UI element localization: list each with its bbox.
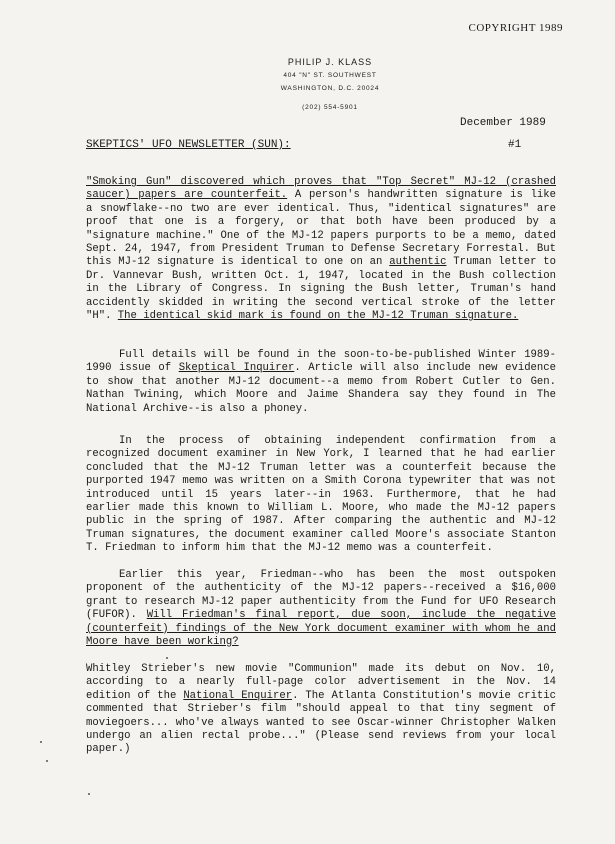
skid-mark-conclusion: The identical skid mark is found on the MJ-12 Truman signature. (117, 310, 519, 323)
paragraph-mj12-signature (86, 176, 556, 323)
letterhead-phone: (202) 554-5901 (302, 104, 358, 111)
paragraph-text: . Article will also include new evidence to show that another MJ-12 document--a memo from Robert Cutler to Gen. Nathan Twining, which Moore and Jaime Shandera say they found in The National Archive--is also a phoney. (86, 362, 556, 415)
issue-number: #1 (508, 139, 522, 151)
paragraph-text: Whitley Strieber's new movie "Communion" made its debut on Nov. 10, according to a nearly full-page color advertisement in the Nov. 14 edition of the (86, 663, 556, 702)
scan-speck (40, 741, 42, 743)
paragraph-text: Full details will be found in the soon-to-be-published Winter 1989-1990 issue of (86, 349, 556, 375)
friedman-question: Will Friedman's final report, due soon, include the negative (counterfeit) findings of the New York document examiner with whom he and Moore have been working? (86, 609, 557, 649)
paragraph-friedman-grant (86, 569, 556, 649)
scan-speck (166, 657, 168, 659)
scan-speck (46, 760, 48, 762)
paragraph-text: A person's handwritten signature is like a snowflake--no two are ever identical. Thus, "identical signatures" are proof that one is a forgery, or that both have been produced by a "signature machine." One of the MJ-12 papers purports to be a memo, dated Sept. 24, 1947, from President Truman to Defense Secretary Forrestal. But this MJ-12 signature is identical to one on an (86, 189, 556, 269)
newsletter-title: SKEPTICS' UFO NEWSLETTER (SUN): (86, 139, 291, 151)
paragraph-skeptical-inquirer (86, 349, 556, 416)
letterhead (240, 56, 420, 114)
publication-skeptical-inquirer: Skeptical Inquirer (178, 362, 295, 375)
paragraph-text: . The Atlanta Constitution's movie critic commented that Strieber's film "should appeal to that tiny segment of moviegoers... who've always wanted to see Oscar-winner Christopher Walken undergo an alien rectal probe..." (Please send reviews from your local paper.) (86, 689, 556, 756)
copyright-notice: COPYRIGHT 1989 (468, 22, 563, 34)
letterhead-street: 404 "N" ST. SOUTHWEST (283, 72, 377, 79)
paragraph-text: Earlier this year, Friedman--who has been the most outspoken proponent of the authenticity of the MJ-12 papers--received a $16,000 grant to research MJ-12 paper authenticity from the Fund for UFO Research (FUFOR). (86, 569, 556, 622)
paragraph-text: In the process of obtaining independent confirmation from a recognized document examiner in New York, I learned that he had earlier concluded that the MJ-12 Truman letter was a counterfeit because the purported 1947 memo was written on a Smith Corona typewriter that was not introduced until 15 years later--in 1963. Furthermore, that he had earlier made this known to William L. Moore, who made the MJ-12 papers public in the spring of 1987. After comparing the authentic and MJ-12 Truman signatures, the document examiner called Moore's associate Stanton T. Friedman to inform him that the MJ-12 memo was a counterfeit. (86, 435, 556, 555)
letterhead-city: WASHINGTON, D.C. 20024 (280, 85, 380, 92)
letterhead-name: PHILIP J. KLASS (287, 57, 373, 67)
newsletter-heading (86, 139, 556, 151)
paragraph-communion-movie (86, 663, 556, 757)
publication-national-enquirer: National Enquirer (183, 689, 293, 702)
paragraph-text: Truman letter to Dr. Vannevar Bush, written Oct. 1, 1947, located in the Bush collection in the Library of Congress. In signing the Bush letter, Truman's hand accidently skidded in writing the second vertical stroke of the letter "H". (86, 256, 557, 323)
newsletter-date: December 1989 (460, 117, 546, 129)
scan-speck (88, 793, 90, 795)
emphasis-authentic: authentic (389, 256, 447, 269)
lead-headline: "Smoking Gun" discovered which proves that "Top Secret" MJ-12 (crashed saucer) papers are counterfeit. (86, 176, 556, 202)
paragraph-document-examiner (86, 435, 556, 556)
